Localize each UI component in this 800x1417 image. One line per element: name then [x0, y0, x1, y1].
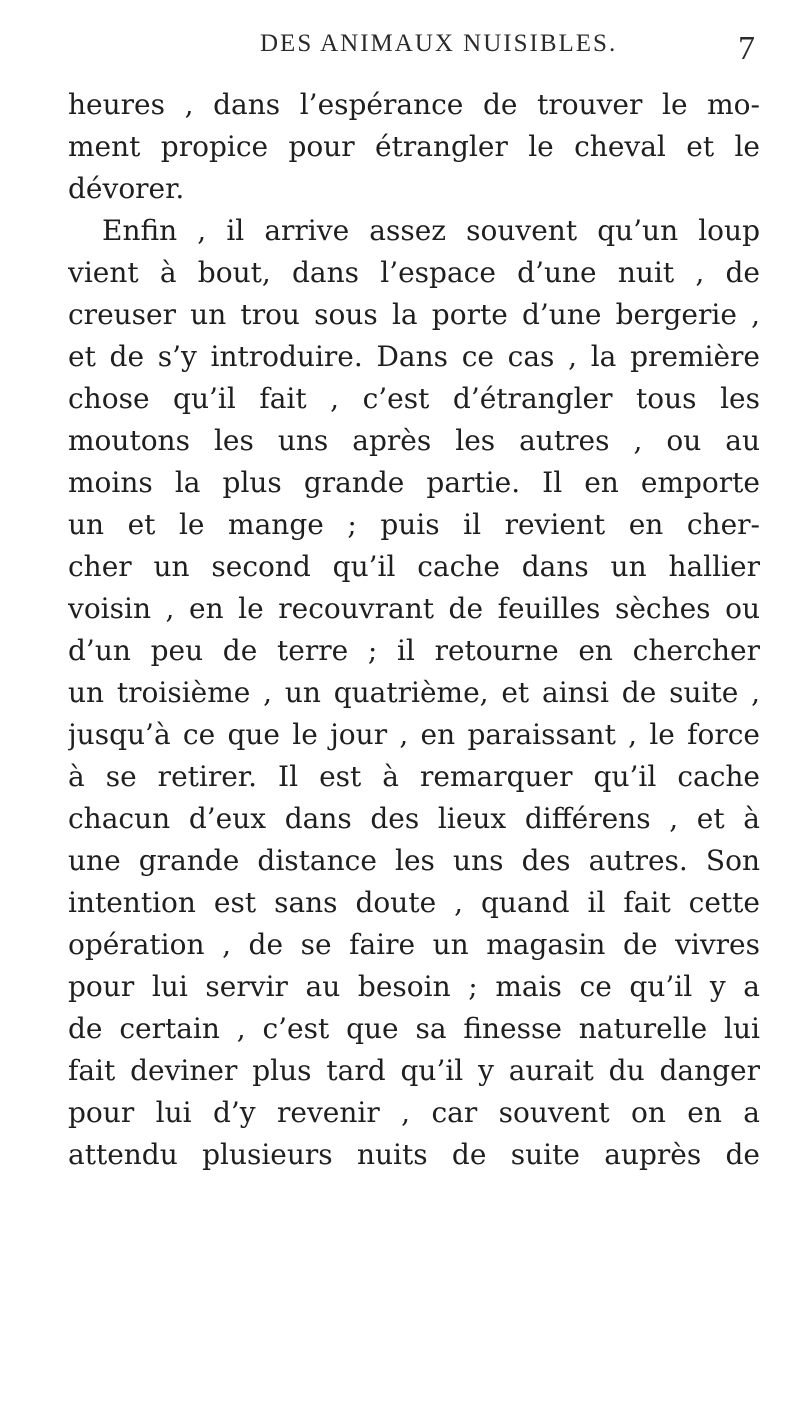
text-line: une grande distance les uns des autres. Son [68, 844, 760, 877]
text-line: moins la plus grande partie. Il en emporte [68, 466, 760, 499]
text-line: intention est sans doute , quand il fait cette [68, 886, 760, 919]
page-number: 7 [738, 30, 755, 67]
text-line: vient à bout, dans l’espace d’une nuit , de [68, 256, 760, 289]
text-line: chacun d’eux dans des lieux différens , et à [68, 802, 760, 835]
text-line: opération , de se faire un magasin de vivres [68, 928, 760, 961]
text-line: de certain , c’est que sa finesse naturelle lui [68, 1012, 760, 1045]
text-line: Enfin , il arrive assez souvent qu’un loup [102, 214, 760, 247]
text-line: pour lui d’y revenir , car souvent on en a [68, 1096, 760, 1129]
text-line: creuser un trou sous la porte d’une bergerie , [68, 298, 760, 331]
text-line: à se retirer. Il est à remarquer qu’il cache [68, 760, 760, 793]
text-line: attendu plusieurs nuits de suite auprès de [68, 1138, 760, 1171]
running-title: DES ANIMAUX NUISIBLES. [260, 30, 618, 57]
text-line: jusqu’à ce que le jour , en paraissant , le force [68, 718, 760, 751]
text-line: un troisième , un quatrième, et ainsi de suite , [68, 676, 760, 709]
text-line: chose qu’il fait , c’est d’étrangler tous les [68, 382, 760, 415]
text-line: fait deviner plus tard qu’il y aurait du danger [68, 1054, 760, 1087]
text-line: voisin , en le recouvrant de feuilles sèches ou [68, 592, 760, 625]
text-line: ment propice pour étrangler le cheval et le [68, 130, 760, 163]
text-line: moutons les uns après les autres , ou au [68, 424, 760, 457]
text-line: dévorer. [68, 172, 185, 205]
text-line: et de s’y introduire. Dans ce cas , la première [68, 340, 760, 373]
text-line: heures , dans l’espérance de trouver le mo- [68, 88, 760, 121]
text-line: d’un peu de terre ; il retourne en chercher [68, 634, 760, 667]
text-line: pour lui servir au besoin ; mais ce qu’il y a [68, 970, 760, 1003]
text-line: cher un second qu’il cache dans un hallier [68, 550, 760, 583]
text-line: un et le mange ; puis il revient en cher- [68, 508, 760, 541]
